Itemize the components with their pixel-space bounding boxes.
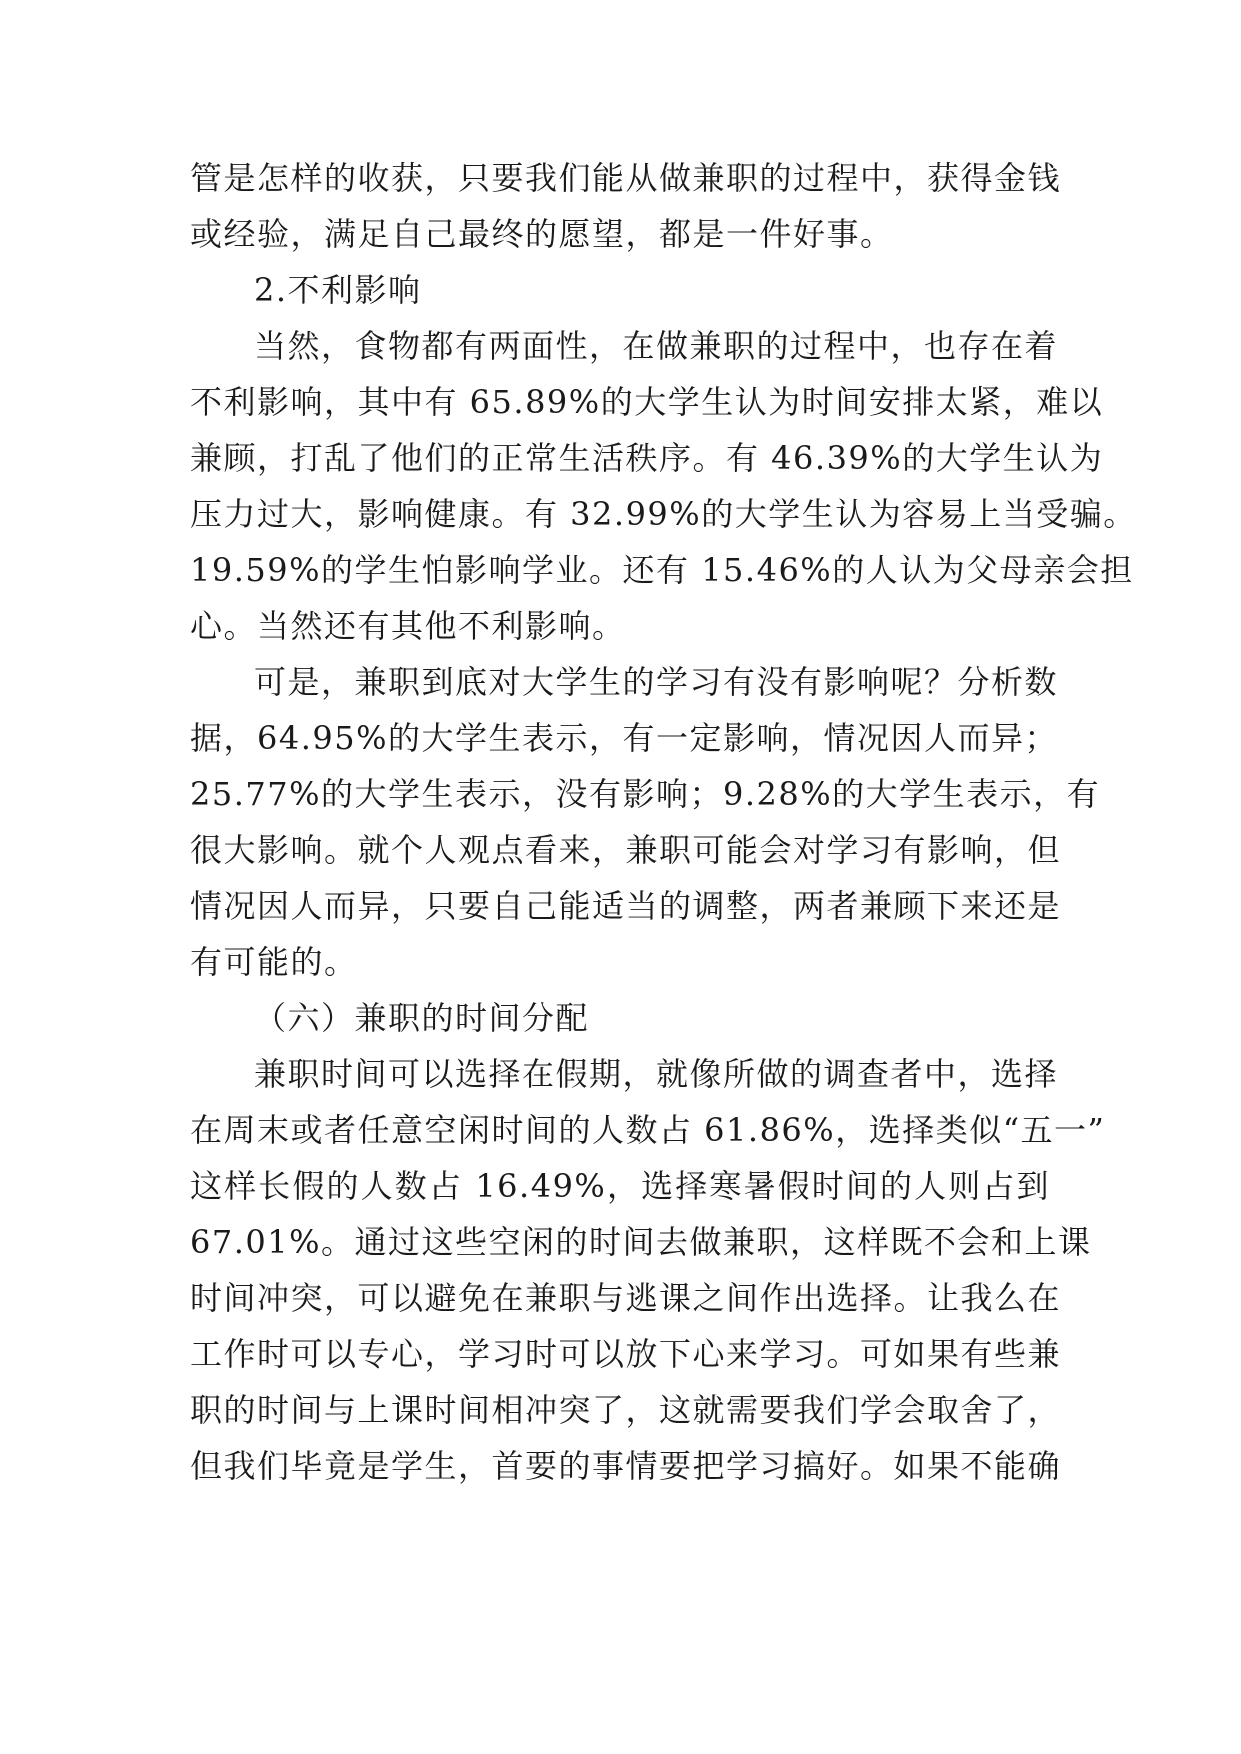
text-line: 据，64.95%的大学生表示，有一定影响，情况因人而异； <box>190 719 1059 757</box>
text-line: 当然，食物都有两面性，在做兼职的过程中，也存在着 <box>254 327 1059 365</box>
text-line: 心。当然还有其他不利影响。 <box>190 607 626 645</box>
text-line: 兼顾，打乱了他们的正常生活秩序。有 46.39%的大学生认为 <box>190 439 1104 477</box>
text-line: 25.77%的大学生表示，没有影响；9.28%的大学生表示，有 <box>190 775 1101 813</box>
text-line: 19.59%的学生怕影响学业。还有 15.46%的人认为父母亲会担 <box>190 551 1134 589</box>
text-line: 情况因人而异，只要自己能适当的调整，两者兼顾下来还是 <box>190 887 1062 925</box>
text-line: 时间冲突，可以避免在兼职与逃课之间作出选择。让我么在 <box>190 1279 1062 1317</box>
text-line: 在周末或者任意空闲时间的人数占 61.86%，选择类似“五一” <box>190 1111 1106 1149</box>
text-line: 但我们毕竟是学生，首要的事情要把学习搞好。如果不能确 <box>190 1447 1062 1485</box>
text-line: 可是，兼职到底对大学生的学习有没有影响呢？分析数 <box>254 663 1059 701</box>
text-line: 管是怎样的收获，只要我们能从做兼职的过程中，获得金钱 <box>190 159 1062 197</box>
body-text <box>190 150 1137 1494</box>
section-heading: 2.不利影响 <box>254 271 422 309</box>
text-line: 不利影响，其中有 65.89%的大学生认为时间安排太紧，难以 <box>190 383 1104 421</box>
section-heading: （六）兼职的时间分配 <box>254 999 590 1037</box>
text-line: 兼职时间可以选择在假期，就像所做的调查者中，选择 <box>254 1055 1059 1093</box>
text-line: 工作时可以专心，学习时可以放下心来学习。可如果有些兼 <box>190 1335 1062 1373</box>
text-line: 有可能的。 <box>190 943 358 981</box>
text-line: 很大影响。就个人观点看来，兼职可能会对学习有影响，但 <box>190 831 1062 869</box>
text-line: 压力过大，影响健康。有 32.99%的大学生认为容易上当受骗。 <box>190 495 1137 533</box>
text-line: 或经验，满足自己最终的愿望，都是一件好事。 <box>190 215 894 253</box>
text-line: 这样长假的人数占 16.49%，选择寒暑假时间的人则占到 <box>190 1167 1050 1205</box>
text-line: 67.01%。通过这些空闲的时间去做兼职，这样既不会和上课 <box>190 1223 1092 1261</box>
text-line: 职的时间与上课时间相冲突了，这就需要我们学会取舍了， <box>190 1391 1062 1429</box>
